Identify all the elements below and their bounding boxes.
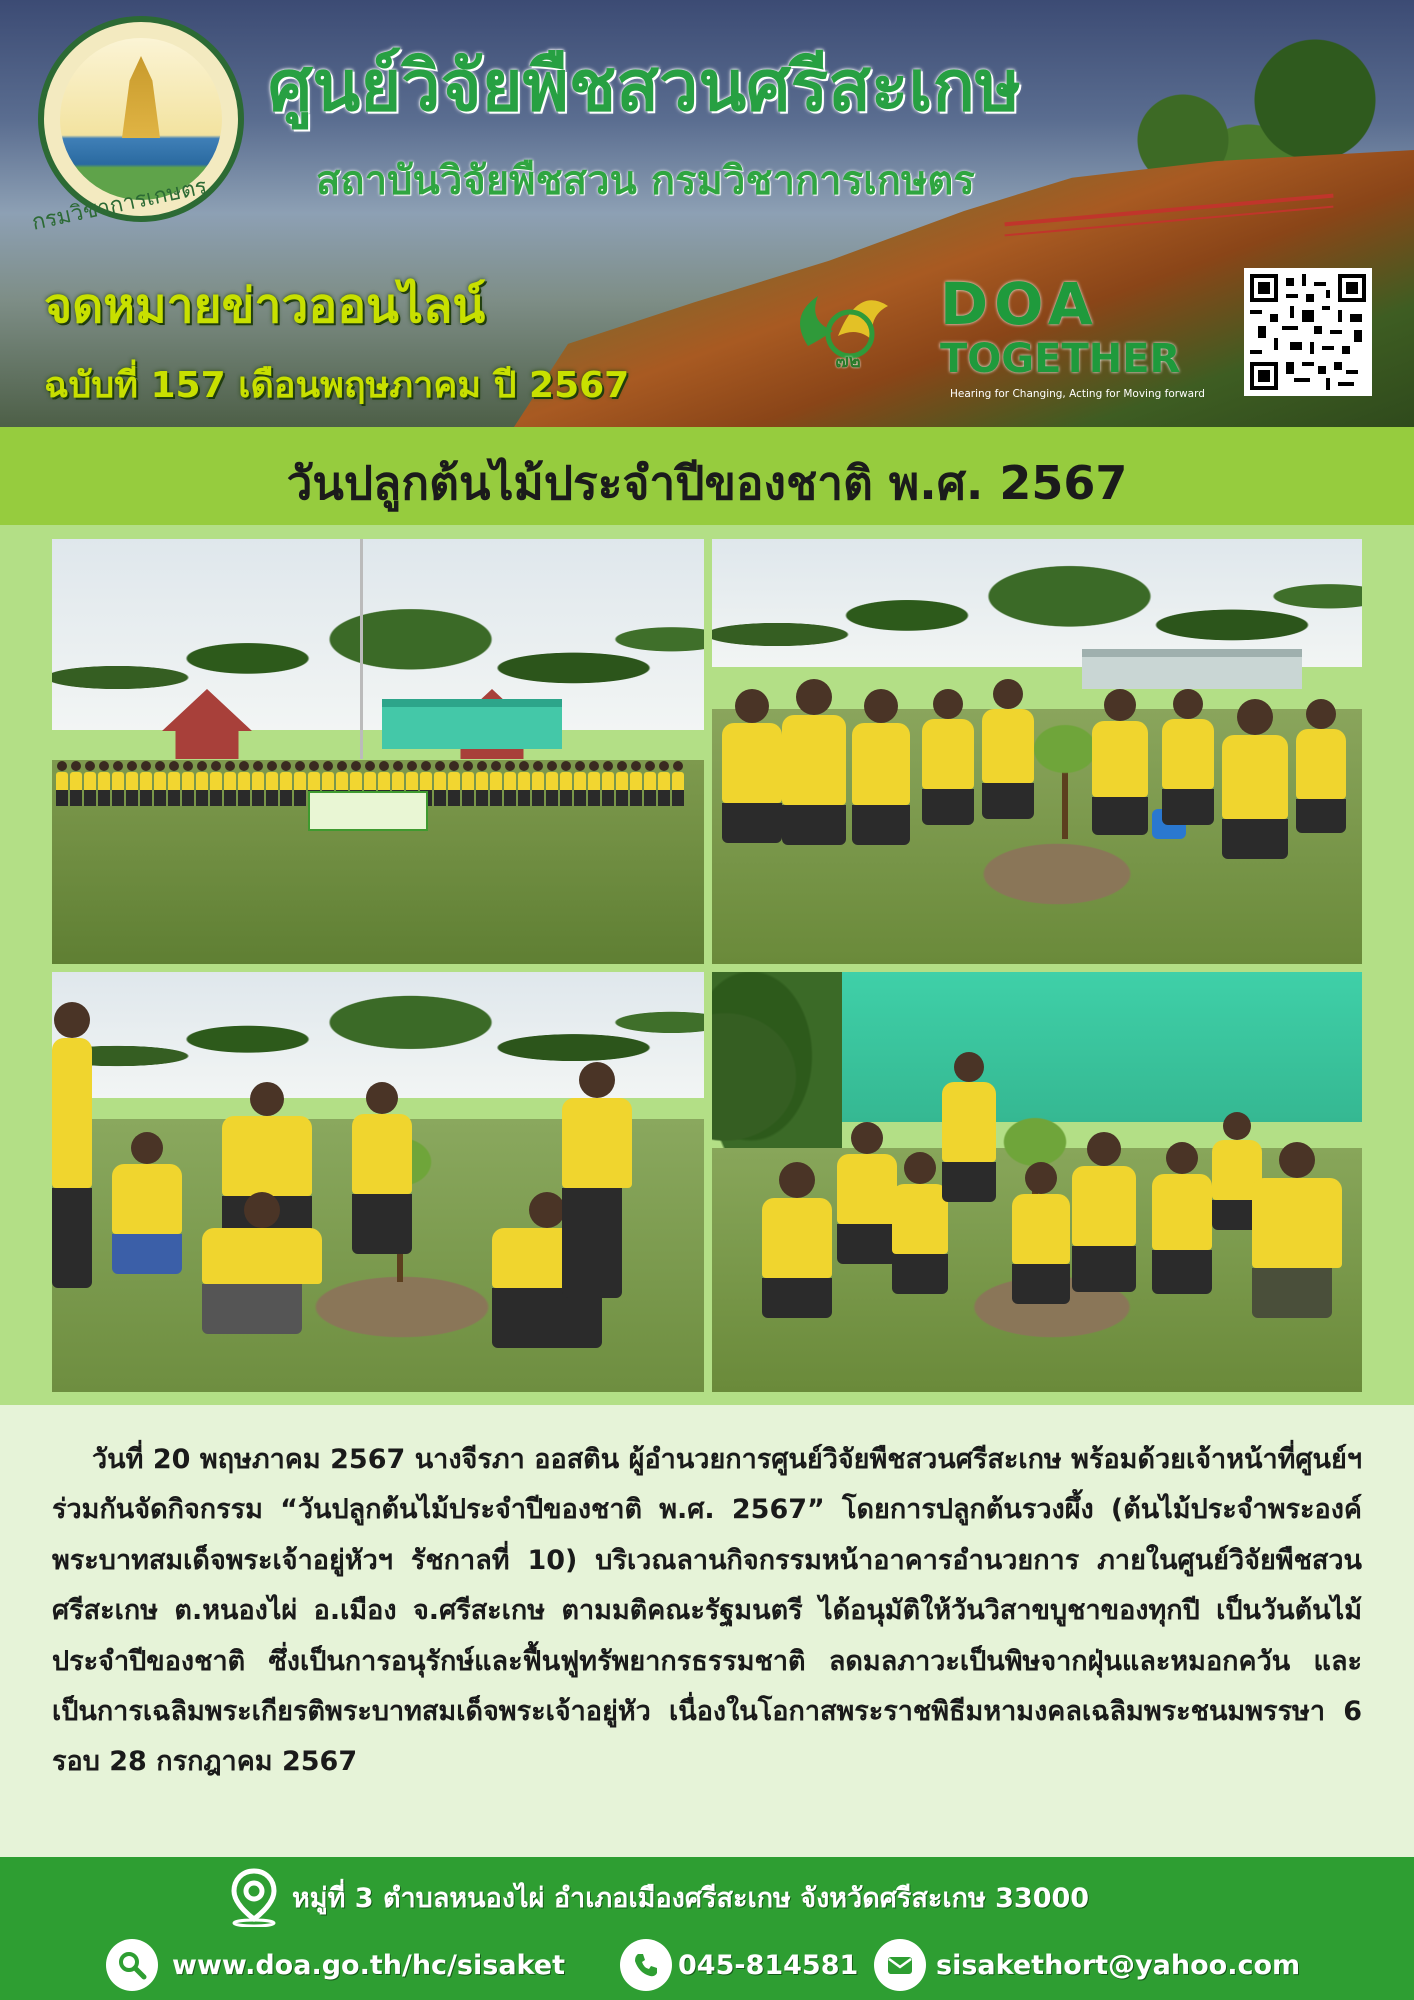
page-subtitle: สถาบันวิจัยพืชสวน กรมวิชาการเกษตร [316,158,975,204]
phone-number[interactable]: 045-814581 [678,1949,859,1981]
location-pin-icon [226,1867,282,1927]
participant [722,689,782,843]
participant [982,679,1034,819]
badge-72-text: ๗๒ [835,351,861,372]
email-address[interactable]: sisakethort@yahoo.com [936,1949,1301,1981]
photo-planting-building[interactable] [712,972,1362,1392]
participant [782,679,846,845]
page-title: ศูนย์วิจัยพืชสวนศรีสะเกษ [268,45,1021,127]
anniversary-72-logo [778,276,914,376]
phone-icon [620,1939,672,1991]
participant [762,1162,832,1318]
participant [942,1052,996,1202]
photo-group[interactable] [52,539,704,964]
participant [1222,699,1288,859]
website-link[interactable]: www.doa.go.th/hc/sisaket [172,1949,565,1981]
photo-planting-group[interactable] [712,539,1362,964]
participant [922,689,974,825]
article-section [0,1405,1414,1857]
participant [1162,689,1214,825]
newsletter-label: จดหมายข่าวออนไลน์ [44,278,486,334]
doa-tagline: Hearing for Changing, Acting for Moving forward [950,388,1205,400]
article-body: วันที่ 20 พฤษภาคม 2567 นางจีรภา ออสติน ผู้อำนวยการศูนย์วิจัยพืชสวนศรีสะเกษ พร้อมด้วยเจ้าหน้าที่ศูนย์ฯ ร่วมกันจัดกิจกรรม “วันปลูกต้นไม้ประจำปีของชาติ พ.ศ. 2567” โดยการปลูกต้นรวงผึ้ง (ต้นไม้ประจำพระองค์ พระบาทสมเด็จพระเจ้าอยู่หัวฯ รัชกาลที่ 10) บริเวณลานกิจกรรมหน้าอาคารอำนวยการ ภายในศูนย์วิจัยพืชสวนศรีสะเกษ ต.หนองไผ่ อ.เมือง จ.ศรีสะเกษ ตามมติคณะรัฐมนตรี ได้อนุมัติให้วันวิสาขบูชาของทุกปี เป็นวันต้นไม้ประจำปีของชาติ ซึ่งเป็นการอนุรักษ์และฟื้นฟูทรัพยากรธรรมชาติ ลดมลภาวะเป็นพิษจากฝุ่นและหมอกควัน และเป็นการเฉลิมพระเกียรติพระบาทสมเด็จพระเจ้าอยู่หัว เนื่องในโอกาสพระราชพิธีมหามงคลเฉลิมพระชนมพรรษา 6 รอบ 28 กรกฎาคม 2567 [52,1444,1362,1778]
participant [1296,699,1346,833]
participant [1012,1162,1070,1304]
footer-phone[interactable] [620,1935,858,1995]
header-banner [0,0,1414,427]
photo-grid [0,525,1414,1405]
qr-code[interactable] [1244,268,1372,396]
background-building [1082,649,1302,689]
sapling [1062,729,1068,839]
photo-trees [52,582,704,773]
footer-website[interactable] [106,1935,565,1995]
background-building [382,699,562,749]
flag-pole [360,539,363,759]
article-headline: วันปลูกต้นไม้ประจำปีของชาติ พ.ศ. 2567 [286,456,1128,510]
participant [1152,1142,1212,1294]
participant [52,1002,92,1288]
participant [1072,1132,1136,1292]
footer-address [226,1865,1089,1929]
participant [202,1192,322,1334]
together-word: TOGETHER [940,336,1181,382]
logo-ring-text: กรมวิชาการเกษตร [29,174,210,236]
address-text: หมู่ที่ 3 ตำบลหนองไผ่ อำเภอเมืองศรีสะเกษ จังหวัดศรีสะเกษ 33000 [292,1882,1090,1914]
event-banner [308,791,428,831]
footer-email[interactable] [874,1935,1300,1995]
footer [0,1857,1414,2000]
search-icon [106,1939,158,1991]
participant [837,1122,897,1264]
participant [562,1062,632,1298]
doa-word: DOA [940,270,1099,338]
office-building [792,972,1362,1122]
participant [1092,689,1148,835]
mail-icon [874,1939,926,1991]
headline-bar [0,427,1414,525]
qr-code-icon [1250,274,1366,390]
participant [112,1132,182,1274]
photo-planting-closeup[interactable] [52,972,704,1392]
participant [352,1082,412,1254]
planting-soil [972,839,1142,909]
doa-together-logo [940,270,1230,410]
participant [1252,1142,1342,1318]
logo-shrine-icon [122,56,160,138]
participant [852,689,910,845]
participant [892,1152,948,1294]
issue-label: ฉบับที่ 157 เดือนพฤษภาคม ปี 2567 [44,365,630,406]
planting-soil [302,1272,502,1342]
